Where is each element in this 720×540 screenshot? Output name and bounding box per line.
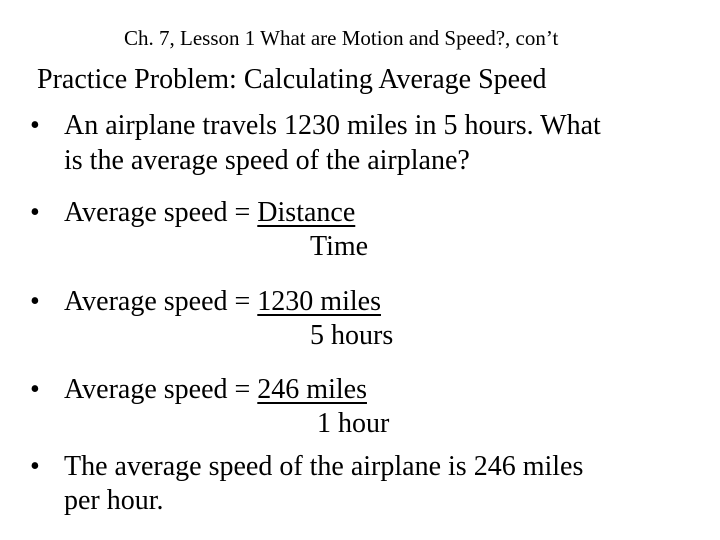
bullet-icon: • [30,110,40,141]
conclusion-line-2: per hour. [64,485,164,516]
bullet-icon: • [30,197,40,228]
step-2-numerator: 1230 miles [257,286,381,317]
step-1-numerator: Distance [257,197,356,228]
step-3-equation [64,373,367,407]
step-1-equation [64,196,355,230]
slide-header: Ch. 7, Lesson 1 What are Motion and Speed?, con’t [124,26,559,50]
step-2-equation [64,285,381,319]
slide-title: Practice Problem: Calculating Average Speed [37,64,547,95]
conclusion-line-1: The average speed of the airplane is 246 miles [64,451,584,482]
step-3-denominator: 1 hour [317,408,390,439]
problem-line-2: is the average speed of the airplane? [64,145,470,176]
bullet-icon: • [30,451,40,482]
bullet-icon: • [30,374,40,405]
step-2-prefix: Average speed = [64,286,258,317]
problem-line-1: An airplane travels 1230 miles in 5 hours. What [64,110,601,141]
step-3-prefix: Average speed = [64,374,258,405]
bullet-icon: • [30,286,40,317]
step-2-denominator: 5 hours [310,320,394,351]
step-3-numerator: 246 miles [257,374,367,405]
step-1-prefix: Average speed = [64,197,258,228]
step-1-denominator: Time [310,231,369,262]
